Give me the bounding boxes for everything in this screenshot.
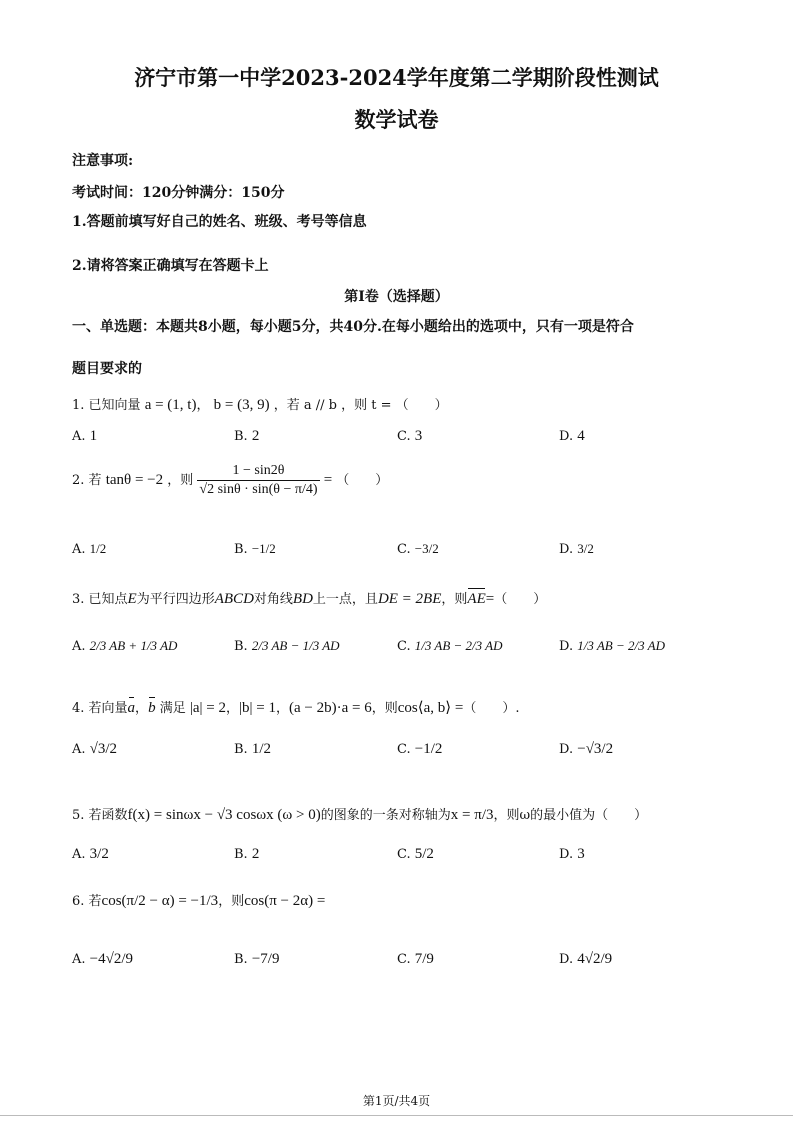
q3-var-e: E — [127, 591, 137, 607]
q3-option-b: B. 2/3 AB − 1/3 AD — [234, 638, 340, 654]
q4-then: ，则 — [371, 701, 398, 716]
q6-option-a: A. −4√2/9 — [72, 951, 134, 967]
page-number: 第1页/共4页 — [362, 1094, 431, 1108]
q3-text-c: 对角线 — [253, 592, 293, 607]
q4-option-c-value: −1/2 — [414, 741, 443, 757]
q2-paren: （ ） — [336, 473, 389, 489]
q4-option-b-value: 1/2 — [251, 741, 271, 757]
q5-function: f(x) = sinωx − √3 cosωx (ω > 0) — [127, 807, 321, 823]
q5-option-b: B. 2 — [234, 846, 260, 862]
q2-then: ，则 — [167, 473, 194, 489]
q3-eq: = — [485, 591, 495, 607]
q5-axis: x = π/3 — [450, 807, 494, 823]
q2-denominator: √2 sinθ · sin(θ − π/4) — [199, 482, 318, 498]
notes-item-2: 2.请将答案正确填写在答题卡上 — [72, 258, 269, 274]
q6-option-d: D. 4√2/9 — [559, 951, 613, 967]
q4-vec-a: a — [127, 700, 136, 716]
q1-condition: ，若 a // b ，则 t = — [273, 398, 392, 413]
q2-option-a-value: 1/2 — [89, 541, 107, 557]
q4-option-a-value: √3/2 — [89, 741, 118, 757]
q5-prefix: 5. 若函数 — [72, 808, 128, 823]
q6-option-a-value: −4√2/9 — [89, 951, 134, 967]
q6-option-b: B. −7/9 — [234, 951, 280, 967]
q4-option-b: B. 1/2 — [234, 741, 271, 757]
question-6 — [72, 890, 325, 910]
q1-vec-b: b = (3, 9) — [213, 397, 270, 413]
q6-then: ，则 — [218, 894, 245, 909]
section-desc-line2: 题目要求的 — [72, 361, 142, 377]
q5-option-c-value: 5/2 — [414, 846, 434, 862]
q3-option-c: C. 1/3 AB − 2/3 AD — [397, 638, 503, 654]
q6-option-b-value: −7/9 — [251, 951, 280, 967]
q2-option-a: A. 1/2 — [72, 541, 107, 557]
q4-vec-b: b — [148, 700, 156, 716]
q6-prefix: 6. 若 — [72, 894, 102, 909]
q4-option-a: A. √3/2 — [72, 741, 118, 757]
q2-option-c-value: −3/2 — [414, 541, 439, 557]
q2-option-c: C. −3/2 — [397, 541, 439, 557]
q1-paren: （ ） — [395, 398, 448, 413]
q1-option-b: B. 2 — [234, 428, 260, 444]
q6-option-c: C. 7/9 — [397, 951, 434, 967]
notes-heading: 注意事项: — [72, 153, 134, 169]
question-3 — [72, 588, 546, 608]
q4-cond-3: (a − 2b)·a = 6 — [288, 700, 372, 716]
q1-option-a: A. 1 — [72, 428, 98, 444]
q5-suffix: ，则ω的最小值为（ ） — [493, 808, 648, 823]
footer-divider — [0, 1115, 793, 1116]
q6-option-c-value: 7/9 — [414, 951, 434, 967]
q3-text-d: 上一点，且 — [312, 592, 378, 607]
q4-ask: cos⟨a, b⟩ = — [397, 700, 464, 716]
q3-option-d: D. 1/3 AB − 2/3 AD — [559, 638, 665, 654]
q3-condition: DE = 2BE — [377, 591, 442, 607]
q4-paren: （ ）. — [463, 701, 520, 716]
q4-option-d: D. −√3/2 — [559, 741, 614, 757]
q5-option-d: D. 3 — [559, 846, 585, 862]
q4-option-c: C. −1/2 — [397, 741, 443, 757]
q3-text-b: 为平行四边形 — [136, 592, 215, 607]
q5-option-c: C. 5/2 — [397, 846, 434, 862]
q4-cond-2: |b| = 1 — [239, 700, 276, 716]
q1-comma: ， — [196, 398, 210, 413]
q5-mid: 的图象的一条对称轴为 — [320, 808, 451, 823]
q5-option-a: A. 3/2 — [72, 846, 109, 862]
q6-condition: cos(π/2 − α) = −1/3 — [101, 893, 219, 909]
q5-option-b-value: 2 — [251, 846, 260, 862]
page-subtitle: 数学试卷 — [354, 107, 439, 132]
q2-option-d-value: 3/2 — [577, 541, 594, 557]
q2-condition: tanθ = −2 — [105, 472, 164, 489]
q3-var-abcd: ABCD — [214, 591, 254, 607]
notes-item-1: 1.答题前填写好自己的姓名、班级、考号等信息 — [72, 214, 367, 230]
q1-prefix: 1. 已知向量 — [72, 398, 141, 413]
q3-text-a: 3. 已知点 — [72, 592, 128, 607]
q2-prefix: 2. 若 — [72, 473, 102, 489]
section-title: 第I卷（选择题） — [344, 289, 449, 305]
question-1 — [72, 394, 448, 414]
q3-option-a: A. 2/3 AB + 1/3 AD — [72, 638, 178, 654]
q2-option-d: D. 3/2 — [559, 541, 594, 557]
q6-ask: cos(π − 2α) = — [244, 893, 326, 909]
q3-text-e: ，则 — [441, 592, 468, 607]
q2-option-b-value: −1/2 — [251, 541, 276, 557]
notes-time: 考试时间：120分钟满分：150分 — [72, 185, 285, 201]
section-desc-line1: 一、单选题：本题共8小题，每小题5分，共40分.在每小题给出的选项中，只有一项是符合 — [72, 319, 634, 335]
q1-option-c: C. 3 — [397, 428, 423, 444]
q6-option-d-value: 4√2/9 — [577, 951, 613, 967]
q2-option-b: B. −1/2 — [234, 541, 276, 557]
q3-var-bd: BD — [292, 591, 313, 607]
q2-numerator: 1 − sin2θ — [197, 462, 319, 481]
page-title: 济宁市第一中学2023-2024学年度第二学期阶段性测试 — [134, 65, 659, 90]
q4-prefix: 4. 若向量 — [72, 701, 128, 716]
q5-option-a-value: 3/2 — [89, 846, 109, 862]
q2-fraction — [197, 462, 319, 499]
q4-mid: 满足 — [159, 701, 186, 716]
question-2 — [72, 462, 388, 499]
q3-vec-ae: AE — [467, 591, 486, 607]
q1-option-d: D. 4 — [559, 428, 585, 444]
q4-option-d-value: −√3/2 — [577, 741, 614, 757]
q5-option-d-value: 3 — [577, 846, 585, 862]
q1-vec-a: a = (1, t) — [144, 397, 197, 413]
q2-eq: = — [323, 472, 333, 489]
question-5 — [72, 804, 647, 824]
question-4: 4. 若向量a，b 满足 |a| = 2，|b| = 1，(a − 2b)·a = 6，则cos⟨a, b⟩ =（ ）. — [72, 700, 520, 716]
q3-paren: （ ） — [494, 592, 547, 607]
q4-cond-1: |a| = 2 — [189, 700, 226, 716]
